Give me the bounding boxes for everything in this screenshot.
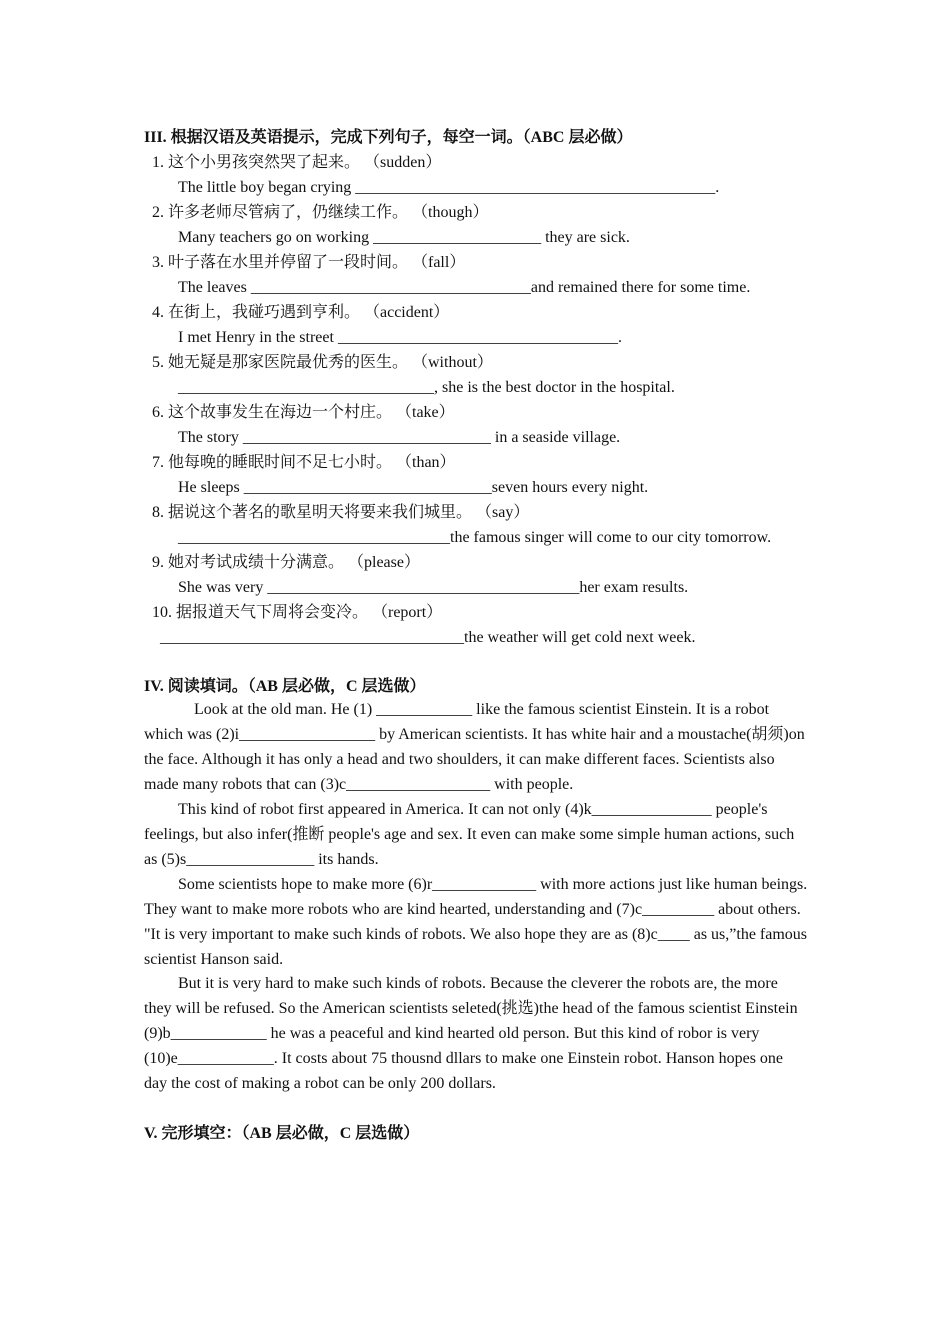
- item-10-chinese: 10. 据报道天气下周将会变冷。 （report）: [152, 604, 443, 621]
- item-7-chinese: 7. 他每晚的睡眠时间不足七小时。 （than）: [152, 454, 456, 471]
- item-3-chinese: 3. 叶子落在水里并停留了一段时间。 （fall）: [152, 254, 466, 271]
- reading-paragraph-3: Some scientists hope to make more (6)r_____________ with more actions just like human beings. They want to make more robots who are kind hearted, understanding and (7)c_________ about others. "It is very important to make such kinds of robots. We also hope they are as (8)c____ as us,”the famous scientist Hanson said.: [144, 876, 808, 968]
- item-9-chinese: 9. 她对考试成绩十分满意。 （please）: [152, 554, 420, 571]
- item-4-chinese: 4. 在街上，我碰巧遇到亨利。 （accident）: [152, 304, 450, 321]
- item-2-chinese: 2. 许多老师尽管病了，仍继续工作。 （though）: [152, 204, 489, 221]
- item-1-chinese: 1. 这个小男孩突然哭了起来。 （sudden）: [152, 154, 442, 171]
- item-5-chinese: 5. 她无疑是那家医院最优秀的医生。 （without）: [152, 354, 493, 371]
- item-8-chinese: 8. 据说这个著名的歌星明天将要来我们城里。 （say）: [152, 504, 530, 521]
- item-8-english: __________________________________the famous singer will come to our city tomorrow.: [178, 529, 772, 546]
- item-2-english: Many teachers go on working _____________________ they are sick.: [178, 229, 630, 246]
- item-7-english: He sleeps _______________________________seven hours every night.: [178, 479, 649, 496]
- item-6-english: The story _______________________________ in a seaside village.: [178, 429, 621, 446]
- reading-paragraph-4: But it is very hard to make such kinds of robots. Because the cleverer the robots are, the more they will be refused. So the American scientists seleted(挑选)the head of the famous scientist Einstein (9)b____________ he was a peaceful and kind hearted old person. But this kind of robor is very (10)e____________. It costs about 75 thousnd dllars to make one Einstein robot. Hanson hopes one day the cost of making a robot can be only 200 dollars.: [144, 975, 798, 1092]
- item-9-english: She was very _______________________________________her exam results.: [178, 579, 689, 596]
- item-5-english: ________________________________, she is the best doctor in the hospital.: [178, 379, 675, 396]
- item-1-english: The little boy began crying _____________________________________________.: [178, 179, 720, 196]
- section-4-heading: IV. 阅读填词。（AB 层必做，C 层选做）: [144, 678, 426, 695]
- item-6-chinese: 6. 这个故事发生在海边一个村庄。 （take）: [152, 404, 455, 421]
- reading-paragraph-2: This kind of robot first appeared in America. It can not only (4)k_______________ people's feelings, but also infer(推断 people's age and sex. It even can make some simple human actions, such as (5)s________________ its hands.: [144, 801, 795, 868]
- section-3-heading: III. 根据汉语及英语提示，完成下列句子，每空一词。（ABC 层必做）: [144, 129, 633, 146]
- reading-paragraph-1: Look at the old man. He (1) ____________ like the famous scientist Einstein. It is a robot which was (2)i_________________ by American scientists. It has white hair and a moustache(胡须)on the face. Although it has only a head and two shoulders, it can make different faces. Scientists also made many robots that can (3)c__________________ with people.: [144, 701, 805, 793]
- item-10-english: ______________________________________the weather will get cold next week.: [160, 629, 696, 646]
- item-4-english: I met Henry in the street ___________________________________.: [178, 329, 622, 346]
- item-3-english: The leaves ___________________________________and remained there for some time.: [178, 279, 751, 296]
- section-5-heading: V. 完形填空：（AB 层必做，C 层选做）: [144, 1125, 420, 1142]
